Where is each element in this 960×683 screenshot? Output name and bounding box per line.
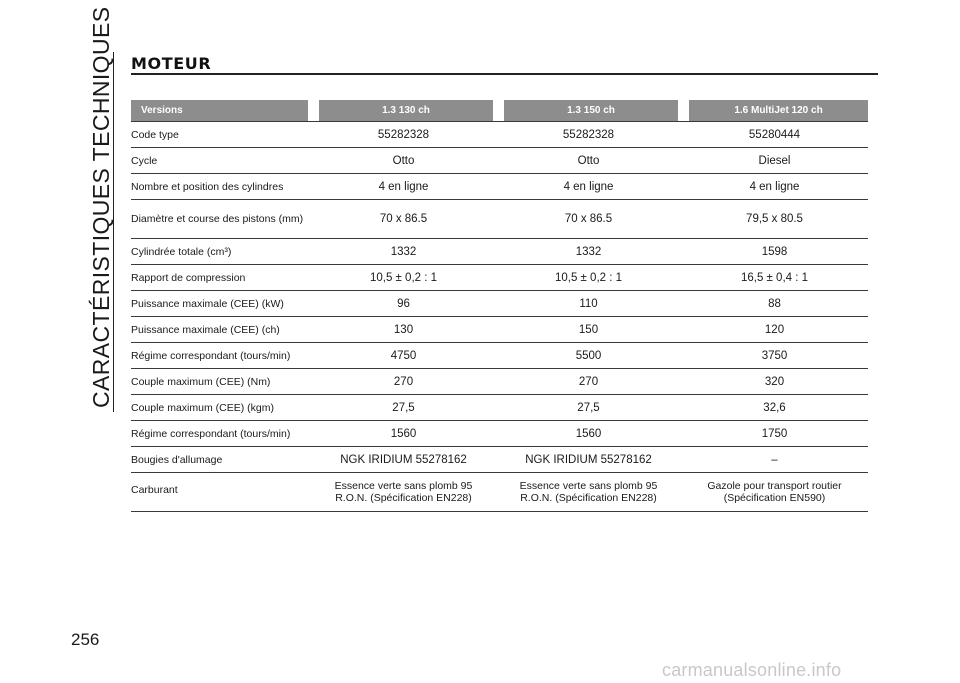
cell-value: Otto — [496, 148, 681, 174]
cell-value: 3750 — [681, 343, 868, 369]
cell-value — [681, 473, 868, 512]
page-number: 256 — [71, 630, 100, 649]
cell-value — [496, 473, 681, 512]
cell-value: 1560 — [311, 421, 496, 447]
cell-value: 150 — [496, 317, 681, 343]
table-row-torque-nm — [131, 369, 868, 395]
header-version-1: 1.3 130 ch — [311, 100, 496, 121]
cell-value: 55282328 — [311, 121, 496, 148]
fuel-line-2: (Spécification EN590) — [723, 492, 826, 504]
cell-value — [311, 473, 496, 512]
row-label: Nombre et position des cylindres — [131, 174, 311, 200]
watermark: carmanualsonline.info — [662, 660, 842, 680]
cell-value: 70 x 86.5 — [496, 200, 681, 239]
cell-value: 32,6 — [681, 395, 868, 421]
cell-value: 270 — [496, 369, 681, 395]
section-title-rule — [131, 73, 878, 75]
cell-value: 4 en ligne — [496, 174, 681, 200]
cell-value: 1560 — [496, 421, 681, 447]
cell-value: Diesel — [681, 148, 868, 174]
cell-value: 1332 — [311, 239, 496, 265]
cell-value: 1332 — [496, 239, 681, 265]
cell-value: NGK IRIDIUM 55278162 — [311, 447, 496, 473]
table-row-power-rpm — [131, 343, 868, 369]
side-section-title-text: CARACTÉRISTIQUES TECHNIQUES — [88, 6, 114, 408]
row-label: Régime correspondant (tours/min) — [131, 343, 311, 369]
row-label: Cylindrée totale (cm³) — [131, 239, 311, 265]
cell-value: NGK IRIDIUM 55278162 — [496, 447, 681, 473]
table-row-compression-ratio — [131, 265, 868, 291]
table-row-torque-rpm — [131, 421, 868, 447]
fuel-line-1: Essence verte sans plomb 95 — [334, 480, 473, 492]
header-version-2: 1.3 150 ch — [496, 100, 681, 121]
table-row-cycle — [131, 148, 868, 174]
cell-value: 88 — [681, 291, 868, 317]
engine-specs-table — [131, 100, 868, 512]
row-label: Cycle — [131, 148, 311, 174]
row-label: Rapport de compression — [131, 265, 311, 291]
cell-value: 5500 — [496, 343, 681, 369]
cell-value: 55280444 — [681, 121, 868, 148]
cell-value: 16,5 ± 0,4 : 1 — [681, 265, 868, 291]
table-row-power-ch — [131, 317, 868, 343]
table-row-code-type — [131, 121, 868, 148]
row-label: Couple maximum (CEE) (kgm) — [131, 395, 311, 421]
cell-value: 4 en ligne — [681, 174, 868, 200]
row-label: Bougies d'allumage — [131, 447, 311, 473]
table-row-spark-plugs — [131, 447, 868, 473]
cell-value: 1598 — [681, 239, 868, 265]
table-row-displacement — [131, 239, 868, 265]
table-row-fuel — [131, 473, 868, 512]
cell-value: 96 — [311, 291, 496, 317]
cell-value: 10,5 ± 0,2 : 1 — [496, 265, 681, 291]
cell-value: 270 — [311, 369, 496, 395]
cell-value: 70 x 86.5 — [311, 200, 496, 239]
cell-value: 120 — [681, 317, 868, 343]
fuel-line-2: R.O.N. (Spécification EN228) — [335, 492, 472, 504]
cell-value: 320 — [681, 369, 868, 395]
side-section-title — [84, 6, 114, 408]
section-title: MOTEUR — [131, 54, 212, 73]
row-label: Diamètre et course des pistons (mm) — [131, 200, 311, 239]
cell-value: 27,5 — [496, 395, 681, 421]
row-label: Code type — [131, 121, 311, 148]
table-row-cylinders — [131, 174, 868, 200]
cell-value: 110 — [496, 291, 681, 317]
row-label: Puissance maximale (CEE) (ch) — [131, 317, 311, 343]
table-header-row — [131, 100, 868, 121]
cell-value: 130 — [311, 317, 496, 343]
cell-value: – — [681, 447, 868, 473]
cell-value: 27,5 — [311, 395, 496, 421]
table-row-power-kw — [131, 291, 868, 317]
cell-value: Otto — [311, 148, 496, 174]
cell-value: 79,5 x 80.5 — [681, 200, 868, 239]
fuel-line-1: Essence verte sans plomb 95 — [519, 480, 658, 492]
row-label: Couple maximum (CEE) (Nm) — [131, 369, 311, 395]
cell-value: 1750 — [681, 421, 868, 447]
header-version-3: 1.6 MultiJet 120 ch — [681, 100, 868, 121]
cell-value: 4 en ligne — [311, 174, 496, 200]
header-versions: Versions — [131, 100, 311, 121]
row-label: Puissance maximale (CEE) (kW) — [131, 291, 311, 317]
fuel-line-1: Gazole pour transport routier — [707, 480, 842, 492]
row-label: Carburant — [131, 473, 311, 512]
cell-value: 10,5 ± 0,2 : 1 — [311, 265, 496, 291]
side-vertical-rule — [113, 52, 114, 412]
fuel-line-2: R.O.N. (Spécification EN228) — [520, 492, 657, 504]
table-row-torque-kgm — [131, 395, 868, 421]
cell-value: 55282328 — [496, 121, 681, 148]
row-label: Régime correspondant (tours/min) — [131, 421, 311, 447]
cell-value: 4750 — [311, 343, 496, 369]
table-row-bore-stroke — [131, 200, 868, 239]
